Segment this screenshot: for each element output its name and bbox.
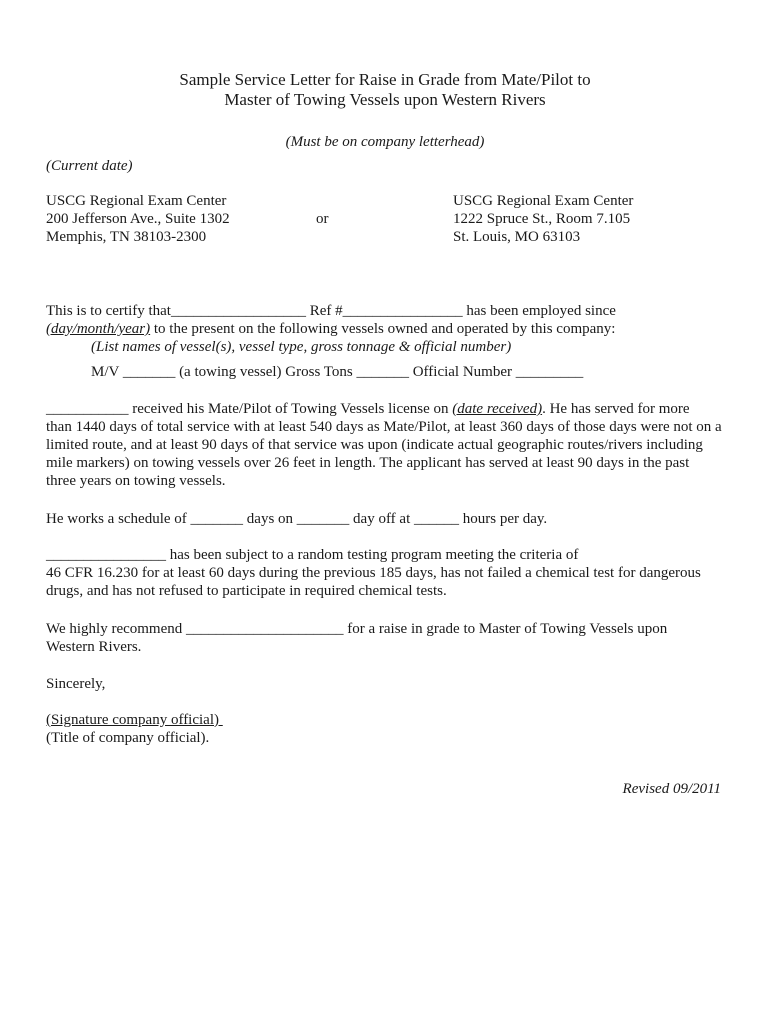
title-line-2: Master of Towing Vessels upon Western Rivers [224,90,546,109]
testing-paragraph [46,546,736,600]
certify-line-2-text: to the present on the following vessels owned and operated by this company: [150,321,616,337]
schedule-line: He works a schedule of _______ days on _______ day off at ______ hours per day. [46,511,548,527]
document-title [0,70,770,110]
address-st-louis [453,192,633,246]
address-memphis-line-1: USCG Regional Exam Center [46,193,227,209]
signature-placeholder: (Signature company official) [46,712,223,728]
address-st-louis-line-3: St. Louis, MO 63103 [453,229,581,245]
address-memphis-line-2: 200 Jefferson Ave., Suite 1302 [46,211,230,227]
schedule-paragraph [46,510,736,528]
employment-date-placeholder: (day/month/year) [46,321,151,337]
license-paragraph [46,400,736,490]
license-line-5: three years on towing vessels. [46,473,226,489]
vessel-list-instruction: (List names of vessel(s), vessel type, gross tonnage & official number) [91,339,512,355]
date-received-placeholder: (date received) [452,401,543,417]
closing: Sincerely, [46,676,106,692]
address-memphis-line-3: Memphis, TN 38103-2300 [46,229,207,245]
vessel-details-line: M/V _______ (a towing vessel) Gross Tons _______ Official Number _________ [91,364,584,380]
address-memphis [46,192,230,246]
certify-line-2 [46,320,736,338]
license-line-1-end: . He has served for more [542,401,690,417]
recommendation-line-2: Western Rivers. [46,639,142,655]
letterhead-note: (Must be on company letterhead) [285,134,485,150]
certify-line-1: This is to certify that__________________ Ref #________________ has been employed since [46,303,616,319]
title-line-1: Sample Service Letter for Raise in Grade from Mate/Pilot to [179,70,591,89]
address-st-louis-line-1: USCG Regional Exam Center [453,193,634,209]
license-line-3: limited route, and at least 90 days of that service was upon (indicate actual geographic routes/rivers including [46,437,703,453]
current-date-placeholder: (Current date) [46,158,133,174]
license-line-4: mile markers) on towing vessels over 26 feet in length. The applicant has served at least 90 days in the past [46,455,690,471]
testing-line-3: drugs, and has not refused to participate in required chemical tests. [46,583,447,599]
revision-date: Revised 09/2011 [622,781,721,797]
recommendation-paragraph [46,620,736,656]
recommendation-line-1: We highly recommend _____________________ for a raise in grade to Master of Towing Vessels upon [46,621,668,637]
or-separator: or [316,211,329,227]
certify-paragraph [46,302,736,381]
testing-line-2: 46 CFR 16.230 for at least 60 days during the previous 185 days, has not failed a chemical test for dangerous [46,565,701,581]
license-line-1-start: ___________ received his Mate/Pilot of Towing Vessels license on [46,401,453,417]
official-title-placeholder: (Title of company official). [46,730,210,746]
testing-line-1: ________________ has been subject to a random testing program meeting the criteria of [46,547,579,563]
address-st-louis-line-2: 1222 Spruce St., Room 7.105 [453,211,631,227]
license-line-1 [46,400,736,418]
license-line-2: than 1440 days of total service with at least 540 days as Mate/Pilot, at least 360 days of those days were not on a [46,419,722,435]
